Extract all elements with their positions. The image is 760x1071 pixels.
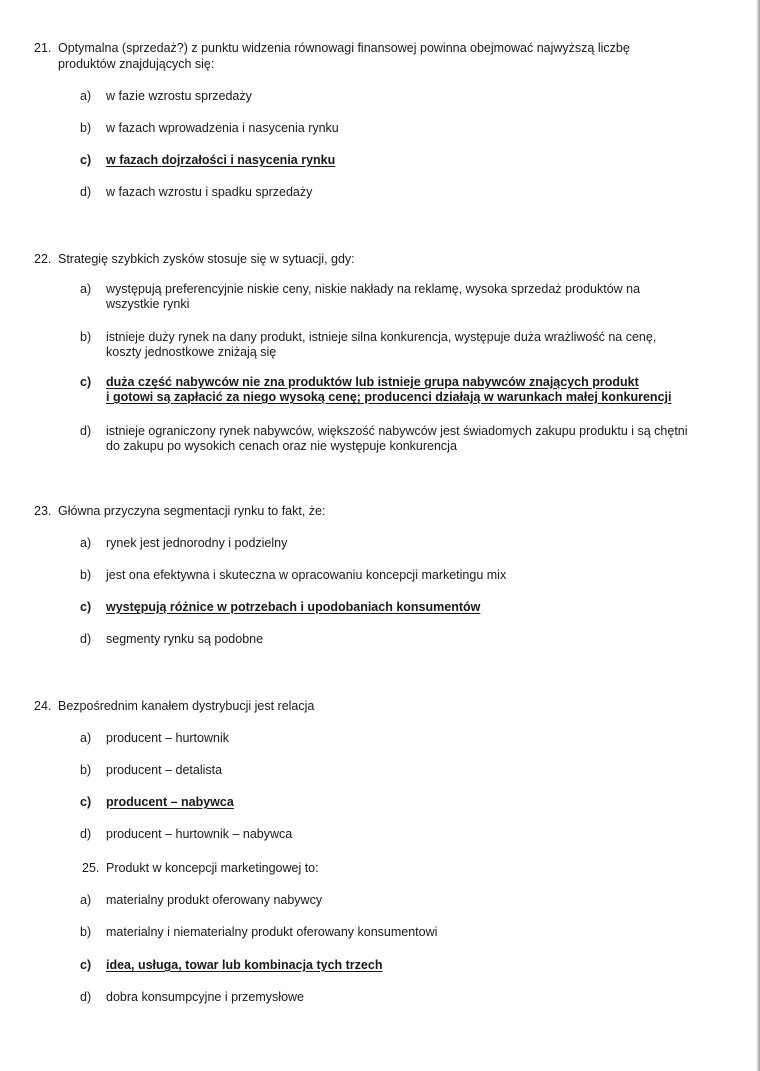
question-22 <box>34 251 714 267</box>
question-text-continuation: produktów znajdujących się: <box>58 57 215 71</box>
option-label: c) <box>80 795 92 809</box>
q21-option-b <box>80 121 700 136</box>
option-label: c) <box>80 153 92 167</box>
q23-option-c-correct <box>80 600 700 615</box>
question-text: Główna przyczyna segmentacji rynku to fakt, że: <box>58 504 326 518</box>
question-text: Produkt w koncepcji marketingowej to: <box>106 861 319 875</box>
option-label: c) <box>80 958 92 972</box>
q22-option-d <box>80 424 700 454</box>
option-label: d) <box>80 424 92 438</box>
scan-edge-shadow <box>756 0 760 1071</box>
q22-option-b <box>80 330 700 360</box>
q24-option-a <box>80 731 700 746</box>
option-label: a) <box>80 536 92 550</box>
q24-option-c-correct <box>80 795 700 810</box>
option-label: a) <box>80 89 92 103</box>
option-text: jest ona efektywna i skuteczna w opracowaniu koncepcji marketingu mix <box>106 568 507 582</box>
q21-option-d <box>80 185 700 200</box>
option-label: d) <box>80 632 92 646</box>
option-text-line2: i gotowi są zapłacić za niego wysoką cenę; producenci działają w warunkach małej konkurencji <box>106 390 672 404</box>
q21-option-c-correct <box>80 153 700 168</box>
option-label: d) <box>80 185 92 199</box>
option-text-line2: koszty jednostkowe zniżają się <box>106 345 277 359</box>
option-text: występują różnice w potrzebach i upodobaniach konsumentów <box>106 600 481 614</box>
question-23 <box>34 503 714 519</box>
option-label: c) <box>80 375 92 389</box>
q22-option-a <box>80 282 700 312</box>
q25-option-d <box>80 990 700 1005</box>
option-text: w fazie wzrostu sprzedaży <box>106 89 252 103</box>
option-label: c) <box>80 600 92 614</box>
question-number: 23. <box>34 504 52 518</box>
option-text: dobra konsumpcyjne i przemysłowe <box>106 990 305 1004</box>
q24-option-b <box>80 763 700 778</box>
option-text-line1: istnieje ograniczony rynek nabywców, większość nabywców jest świadomych zakupu produktu i są chętni <box>106 424 688 438</box>
option-label: a) <box>80 282 92 296</box>
option-text-line2: do zakupu po wysokich cenach oraz nie występuje konkurencja <box>106 439 457 453</box>
q25-option-a <box>80 893 700 908</box>
option-label: b) <box>80 925 92 939</box>
q24-option-d <box>80 827 700 842</box>
option-text: producent – nabywca <box>106 795 234 809</box>
option-text: segmenty rynku są podobne <box>106 632 264 646</box>
option-text-line1: duża część nabywców nie zna produktów lub istnieje grupa nabywców znających produkt <box>106 375 639 389</box>
option-text-line1: występują preferencyjnie niskie ceny, niskie nakłady na reklamę, wysoka sprzedaż produktów na <box>106 282 641 296</box>
option-text: producent – hurtownik – nabywca <box>106 827 293 841</box>
question-text: Bezpośrednim kanałem dystrybucji jest relacja <box>58 699 315 713</box>
q22-option-c-correct <box>80 375 700 405</box>
question-25 <box>82 860 760 876</box>
q21-option-a <box>80 89 700 104</box>
option-text: w fazach wzrostu i spadku sprzedaży <box>106 185 313 199</box>
q25-option-b <box>80 925 700 940</box>
option-text: materialny produkt oferowany nabywcy <box>106 893 323 907</box>
option-text: materialny i niematerialny produkt oferowany konsumentowi <box>106 925 438 939</box>
option-label: a) <box>80 731 92 745</box>
option-label: b) <box>80 763 92 777</box>
option-text: idea, usługa, towar lub kombinacja tych trzech <box>106 958 383 972</box>
option-text: w fazach dojrzałości i nasycenia rynku <box>106 153 336 167</box>
question-number: 22. <box>34 252 52 266</box>
q23-option-d <box>80 632 700 647</box>
question-number: 25. <box>82 861 100 875</box>
option-label: b) <box>80 568 92 582</box>
question-text: Optymalna (sprzedaż?) z punktu widzenia równowagi finansowej powinna obejmować najwyższą liczbę <box>58 41 630 55</box>
q23-option-b <box>80 568 700 583</box>
option-text: w fazach wprowadzenia i nasycenia rynku <box>106 121 339 135</box>
option-label: a) <box>80 893 92 907</box>
question-number: 21. <box>34 41 52 55</box>
option-text: rynek jest jednorodny i podzielny <box>106 536 288 550</box>
q25-option-c-correct <box>80 958 700 973</box>
q23-option-a <box>80 536 700 551</box>
question-21 <box>34 40 714 72</box>
option-text-line1: istnieje duży rynek na dany produkt, istnieje silna konkurencja, występuje duża wrażliwość na cenę, <box>106 330 657 344</box>
option-text: producent – hurtownik <box>106 731 229 745</box>
option-label: b) <box>80 121 92 135</box>
question-text: Strategię szybkich zysków stosuje się w sytuacji, gdy: <box>58 252 355 266</box>
option-label: d) <box>80 827 92 841</box>
option-label: d) <box>80 990 92 1004</box>
question-24 <box>34 698 714 714</box>
option-text: producent – detalista <box>106 763 223 777</box>
option-label: b) <box>80 330 92 344</box>
question-number: 24. <box>34 699 52 713</box>
option-text-line2: wszystkie rynki <box>106 297 190 311</box>
